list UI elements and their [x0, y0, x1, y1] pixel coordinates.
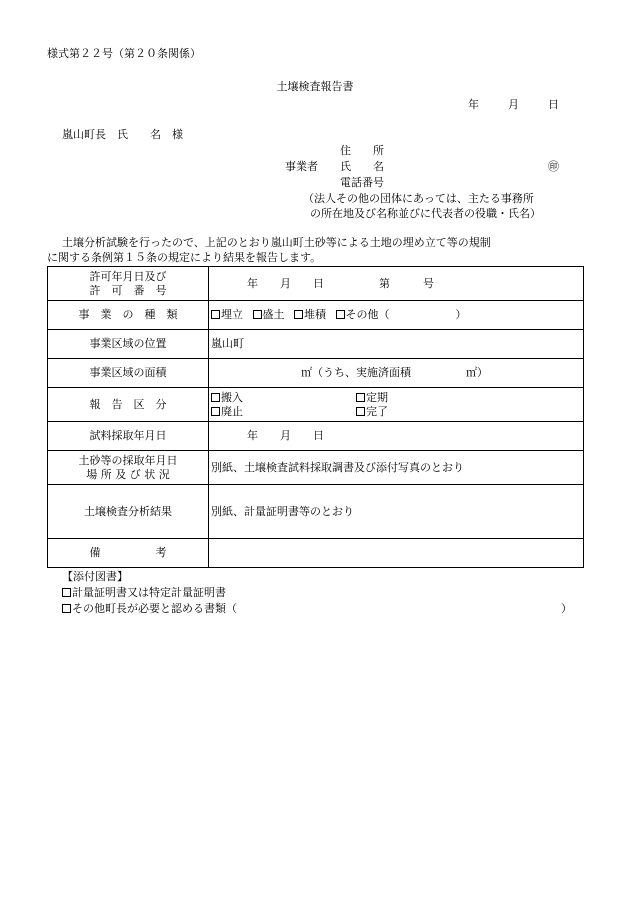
- checkbox-icon[interactable]: [253, 310, 262, 319]
- report-table: [47, 266, 584, 568]
- checkbox-taiseki[interactable]: [294, 308, 326, 321]
- report-type-row2: [211, 405, 581, 418]
- attachment-item-other[interactable]: [62, 602, 237, 616]
- checkbox-kanryo[interactable]: [356, 405, 501, 418]
- location-value[interactable]: 嵐山町: [209, 330, 584, 359]
- applicant-note-line1: （法人その他の団体にあっては、主たる事務所: [303, 192, 534, 205]
- sampling-label-line2: 場 所 及 び 状 況: [86, 467, 170, 481]
- permit-label-line2: 許 可 番 号: [89, 283, 167, 297]
- checkbox-icon[interactable]: [211, 310, 220, 319]
- sample-date-value[interactable]: 年 月 日: [209, 422, 584, 451]
- date-year-label: 年: [468, 98, 479, 111]
- permit-label: [48, 267, 209, 301]
- checkbox-icon[interactable]: [356, 393, 365, 402]
- applicant-address-label: 住 所: [340, 144, 384, 157]
- table-row-project-type: [48, 301, 584, 330]
- sampling-label: [48, 451, 209, 485]
- document-title: 土壌検査報告書: [276, 80, 354, 93]
- report-date: [468, 98, 559, 112]
- checkbox-icon[interactable]: [62, 604, 71, 613]
- option-label: 埋立: [221, 308, 243, 322]
- report-type-row1: [211, 391, 581, 404]
- permit-value[interactable]: 年 月 日 第 号: [209, 267, 584, 301]
- applicant-name-label: 氏 名: [340, 160, 384, 173]
- checkbox-icon[interactable]: [294, 310, 303, 319]
- option-label: 盛土: [262, 308, 285, 322]
- applicant-role-label: 事業者: [285, 160, 318, 173]
- checkbox-icon[interactable]: [336, 310, 345, 319]
- location-label: 事業区域の位置: [48, 330, 209, 359]
- result-value[interactable]: 別紙、計量証明書等のとおり: [209, 485, 584, 539]
- table-row-result: [48, 485, 584, 539]
- attachment-close-paren: ）: [561, 602, 572, 615]
- attachment-item-certificate[interactable]: [62, 586, 226, 600]
- remarks-value[interactable]: [209, 539, 584, 568]
- sampling-label-line1: 土砂等の採取年月日: [78, 454, 178, 468]
- attachments-heading: 【添付図書】: [62, 570, 128, 583]
- checkbox-hannyu[interactable]: [211, 391, 356, 404]
- checkbox-other[interactable]: [336, 308, 467, 321]
- form-number: 様式第２２号（第２０条関係）: [47, 47, 201, 60]
- table-row-area: [48, 359, 584, 388]
- option-label: その他（ ）: [345, 308, 467, 322]
- attachment-label: その他町長が必要と認める書類（: [72, 602, 237, 615]
- checkbox-icon[interactable]: [211, 407, 220, 416]
- area-label: 事業区域の面積: [48, 359, 209, 388]
- option-label: 完了: [366, 404, 388, 418]
- applicant-name-row: [285, 160, 400, 174]
- seal-mark: ㊞: [548, 160, 559, 173]
- table-row-report-type: [48, 388, 584, 422]
- attachment-label: 計量証明書又は特定計量証明書: [72, 586, 226, 599]
- applicant-phone-label: 電話番号: [340, 176, 384, 189]
- checkbox-icon[interactable]: [62, 588, 71, 597]
- date-month-label: 月: [508, 98, 519, 111]
- addressee: 嵐山町長 氏 名 様: [62, 128, 183, 141]
- applicant-note-line2: の所在地及び名称並びに代表者の役職・氏名）: [310, 207, 541, 220]
- permit-label-line1: 許可年月日及び: [89, 270, 167, 284]
- body-text-line2: に関する条例第１５条の規定により結果を報告します。: [47, 251, 322, 264]
- project-type-value: [209, 301, 584, 330]
- checkbox-morido[interactable]: [253, 308, 285, 321]
- table-row-location: [48, 330, 584, 359]
- sampling-value[interactable]: 別紙、土壌検査試料採取調書及び添付写真のとおり: [209, 451, 584, 485]
- sample-date-label: 試料採取年月日: [48, 422, 209, 451]
- body-text-line1: 土壌分析試験を行ったので、上記のとおり嵐山町土砂等による土地の埋め立て等の規制: [62, 236, 491, 249]
- option-label: 定期: [366, 391, 388, 405]
- checkbox-icon[interactable]: [211, 393, 220, 402]
- project-type-label: 事 業 の 種 類: [48, 301, 209, 330]
- area-value[interactable]: ㎡（うち、実施済面積 ㎡）: [209, 359, 584, 388]
- option-label: 堆積: [304, 308, 326, 322]
- report-type-value: [209, 388, 584, 422]
- date-day-label: 日: [548, 98, 559, 111]
- table-row-permit: [48, 267, 584, 301]
- checkbox-icon[interactable]: [356, 407, 365, 416]
- result-label: 土壌検査分析結果: [48, 485, 209, 539]
- checkbox-umetate[interactable]: [211, 308, 243, 321]
- table-row-remarks: [48, 539, 584, 568]
- option-label: 廃止: [221, 404, 243, 418]
- table-row-sampling: [48, 451, 584, 485]
- table-row-sample-date: [48, 422, 584, 451]
- checkbox-teiki[interactable]: [356, 391, 501, 404]
- remarks-label: 備 考: [48, 539, 209, 568]
- option-label: 搬入: [221, 391, 243, 405]
- report-type-label: 報 告 区 分: [48, 388, 209, 422]
- checkbox-haishi[interactable]: [211, 405, 356, 418]
